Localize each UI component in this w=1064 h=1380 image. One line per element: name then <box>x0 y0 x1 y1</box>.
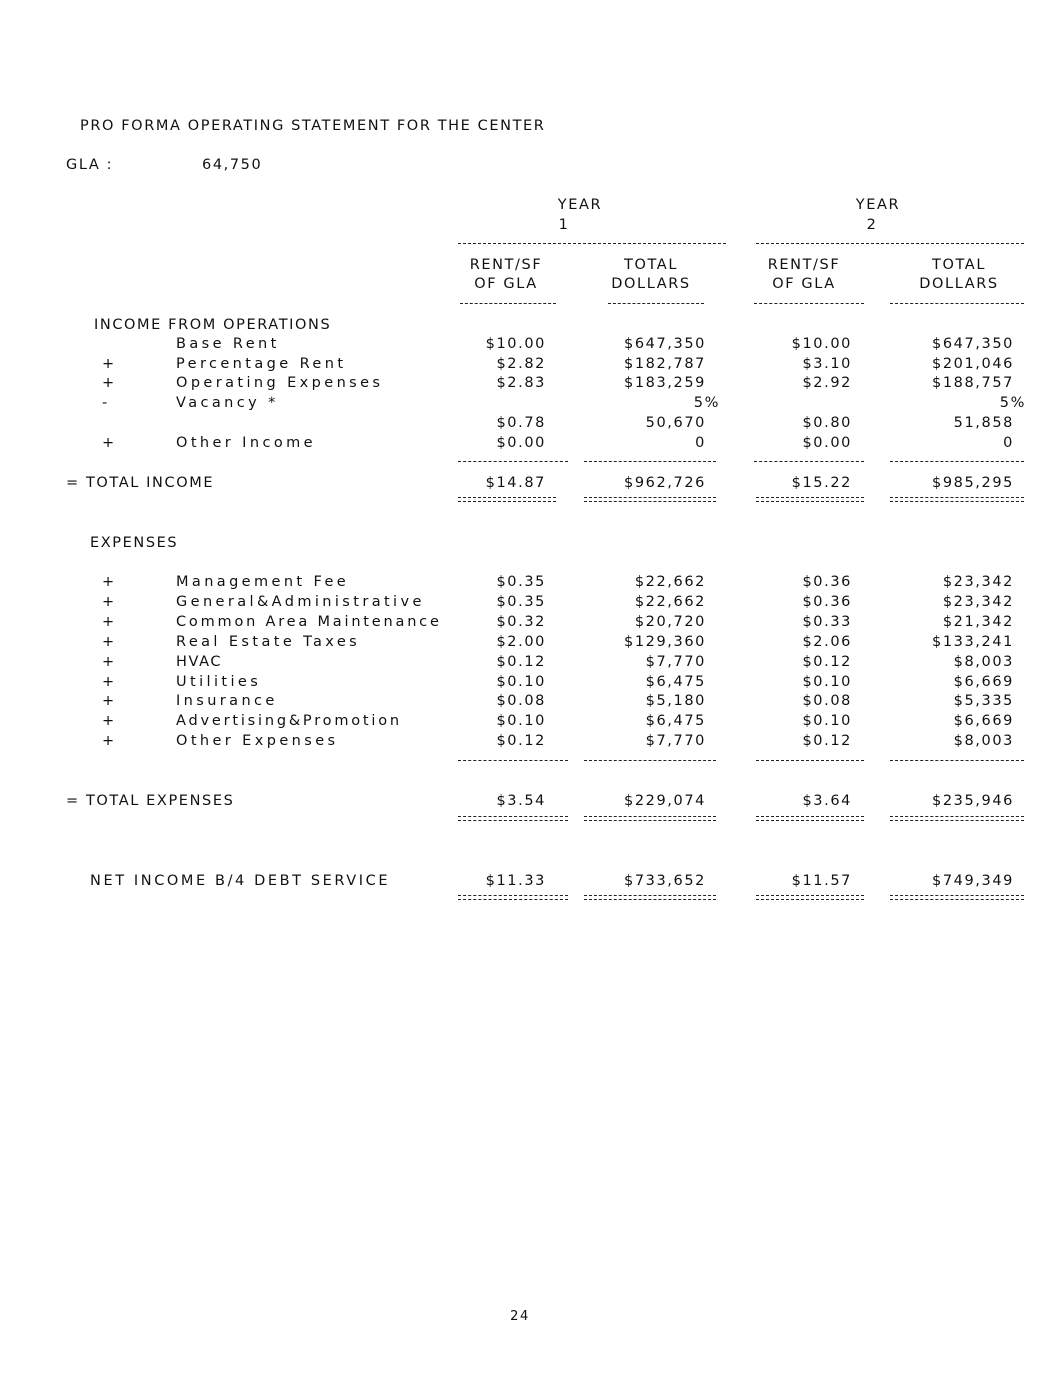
year1-total-value: 50,670 <box>645 415 706 431</box>
year2-rent-sf-value: $0.12 <box>802 733 852 749</box>
year1-rent-sf-value: $0.32 <box>496 614 546 630</box>
total-income-label: = TOTAL INCOME <box>66 475 215 491</box>
double-rule <box>756 816 864 821</box>
year2-span-rule <box>756 243 1024 244</box>
total-expenses-label: = TOTAL EXPENSES <box>66 793 235 809</box>
double-rule <box>584 816 716 821</box>
col-year2-total: TOTAL <box>932 257 986 273</box>
net-income-label: NET INCOME B/4 DEBT SERVICE <box>90 873 391 889</box>
year1-total-value: $5,180 <box>645 693 706 709</box>
gla-label: GLA : <box>66 157 114 173</box>
year2-total-value: 5% <box>999 395 1026 411</box>
year2-total-value: $188,757 <box>932 375 1014 391</box>
year2-rent-sf-value: $0.80 <box>802 415 852 431</box>
expenses-section-header: EXPENSES <box>90 535 179 551</box>
year2-rent-sf-value: $0.36 <box>802 574 852 590</box>
double-rule <box>458 895 568 900</box>
year2-rent-sf-value: $0.36 <box>802 594 852 610</box>
year1-total-value: $7,770 <box>645 654 706 670</box>
year2-rent-sf-value: $0.08 <box>802 693 852 709</box>
row-operator: + <box>102 654 115 670</box>
double-rule <box>584 497 716 502</box>
year2-total-value: $21,342 <box>942 614 1014 630</box>
header-rule <box>460 303 556 304</box>
year1-total-value: $22,662 <box>634 574 706 590</box>
row-operator: + <box>102 356 115 372</box>
col-year2-of-gla: OF GLA <box>772 276 836 292</box>
subtotal-rule <box>756 760 864 761</box>
year1-rent-sf-value: $0.12 <box>496 733 546 749</box>
gla-value: 64,750 <box>202 157 263 173</box>
year2-total-value: $23,342 <box>942 594 1014 610</box>
year2-rent-sf-value: $2.06 <box>802 634 852 650</box>
year2-total-value: $985,295 <box>932 475 1014 491</box>
year2-number: 2 <box>866 217 878 233</box>
year2-total-value: $749,349 <box>932 873 1014 889</box>
row-label: Insurance <box>176 693 278 709</box>
row-operator: + <box>102 435 115 451</box>
subtotal-rule <box>584 461 716 462</box>
year2-total-value: $8,003 <box>953 654 1014 670</box>
row-operator: + <box>102 733 115 749</box>
year2-total-value: $6,669 <box>953 713 1014 729</box>
double-rule <box>584 895 716 900</box>
row-operator: + <box>102 693 115 709</box>
double-rule <box>890 816 1024 821</box>
page-title: PRO FORMA OPERATING STATEMENT FOR THE CENTER <box>80 118 546 134</box>
row-label: Percentage Rent <box>176 356 347 372</box>
year2-total-value: $133,241 <box>932 634 1014 650</box>
year1-total-value: $129,360 <box>624 634 706 650</box>
year2-total-value: $5,335 <box>953 693 1014 709</box>
subtotal-rule <box>458 760 568 761</box>
subtotal-rule <box>458 461 568 462</box>
subtotal-rule <box>584 760 716 761</box>
year2-rent-sf-value: $0.10 <box>802 713 852 729</box>
double-rule <box>890 497 1024 502</box>
year1-rent-sf-value: $0.35 <box>496 594 546 610</box>
year1-rent-sf-value: $2.83 <box>496 375 546 391</box>
year1-total-value: $6,475 <box>645 713 706 729</box>
row-label: HVAC <box>176 654 223 670</box>
row-label: Operating Expenses <box>176 375 384 391</box>
double-rule <box>756 895 864 900</box>
year1-rent-sf-value: $0.78 <box>496 415 546 431</box>
subtotal-rule <box>890 760 1024 761</box>
year2-rent-sf-value: $15.22 <box>791 475 852 491</box>
year1-rent-sf-value: $0.35 <box>496 574 546 590</box>
row-label: Advertising&Promotion <box>176 713 402 729</box>
year1-rent-sf-value: $0.08 <box>496 693 546 709</box>
year2-label: YEAR <box>855 197 901 213</box>
year2-rent-sf-value: $10.00 <box>791 336 852 352</box>
year1-number: 1 <box>558 217 570 233</box>
year1-rent-sf-value: $2.00 <box>496 634 546 650</box>
year1-rent-sf-value: $0.12 <box>496 654 546 670</box>
year1-span-rule <box>458 243 726 244</box>
year2-total-value: $235,946 <box>932 793 1014 809</box>
subtotal-rule <box>890 461 1024 462</box>
year2-total-value: $8,003 <box>953 733 1014 749</box>
row-operator: - <box>102 395 108 411</box>
year1-total-value: $182,787 <box>624 356 706 372</box>
row-label: Other Income <box>176 435 316 451</box>
income-section-header: INCOME FROM OPERATIONS <box>94 317 332 333</box>
row-operator: + <box>102 594 115 610</box>
row-operator: + <box>102 713 115 729</box>
year1-total-value: $962,726 <box>624 475 706 491</box>
col-year1-of-gla: OF GLA <box>474 276 538 292</box>
row-operator: + <box>102 574 115 590</box>
row-label: Management Fee <box>176 574 350 590</box>
col-year2-rent-sf: RENT/SF <box>767 257 841 273</box>
year1-rent-sf-value: $0.00 <box>496 435 546 451</box>
double-rule <box>458 816 568 821</box>
header-rule <box>608 303 704 304</box>
year1-total-value: $733,652 <box>624 873 706 889</box>
subtotal-rule <box>754 461 864 462</box>
year1-total-value: 5% <box>693 395 720 411</box>
col-year1-total: TOTAL <box>624 257 678 273</box>
year2-total-value: 51,858 <box>953 415 1014 431</box>
year2-total-value: $647,350 <box>932 336 1014 352</box>
year2-rent-sf-value: $3.10 <box>802 356 852 372</box>
year1-total-value: $6,475 <box>645 674 706 690</box>
row-label: General&Administrative <box>176 594 425 610</box>
year1-rent-sf-value: $11.33 <box>485 873 546 889</box>
year1-label: YEAR <box>557 197 603 213</box>
row-label: Real Estate Taxes <box>176 634 361 650</box>
year1-rent-sf-value: $0.10 <box>496 713 546 729</box>
year1-total-value: $7,770 <box>645 733 706 749</box>
year2-total-value: $23,342 <box>942 574 1014 590</box>
year2-rent-sf-value: $0.00 <box>802 435 852 451</box>
row-operator: + <box>102 634 115 650</box>
year1-rent-sf-value: $10.00 <box>485 336 546 352</box>
year2-rent-sf-value: $0.10 <box>802 674 852 690</box>
year1-rent-sf-value: $0.10 <box>496 674 546 690</box>
year2-total-value: 0 <box>1003 435 1014 451</box>
header-rule <box>754 303 864 304</box>
year1-total-value: 0 <box>695 435 706 451</box>
row-operator: + <box>102 375 115 391</box>
double-rule <box>756 497 864 502</box>
page-number: 24 <box>510 1309 530 1324</box>
double-rule <box>890 895 1024 900</box>
year2-rent-sf-value: $0.12 <box>802 654 852 670</box>
year1-total-value: $183,259 <box>624 375 706 391</box>
year1-total-value: $20,720 <box>634 614 706 630</box>
row-label: Other Expenses <box>176 733 339 749</box>
row-label: Base Rent <box>176 336 280 352</box>
row-label: Vacancy * <box>176 395 279 411</box>
row-operator: + <box>102 674 115 690</box>
year2-total-value: $6,669 <box>953 674 1014 690</box>
header-rule <box>890 303 1024 304</box>
year1-total-value: $22,662 <box>634 594 706 610</box>
row-operator: + <box>102 614 115 630</box>
col-year1-dollars: DOLLARS <box>611 276 691 292</box>
year1-rent-sf-value: $2.82 <box>496 356 546 372</box>
double-rule <box>458 497 556 502</box>
row-label: Common Area Maintenance <box>176 614 442 630</box>
year1-rent-sf-value: $14.87 <box>485 475 546 491</box>
year2-total-value: $201,046 <box>932 356 1014 372</box>
col-year1-rent-sf: RENT/SF <box>469 257 543 273</box>
year1-rent-sf-value: $3.54 <box>496 793 546 809</box>
year1-total-value: $229,074 <box>624 793 706 809</box>
year2-rent-sf-value: $11.57 <box>791 873 852 889</box>
year2-rent-sf-value: $3.64 <box>802 793 852 809</box>
year2-rent-sf-value: $2.92 <box>802 375 852 391</box>
year1-total-value: $647,350 <box>624 336 706 352</box>
row-label: Utilities <box>176 674 262 690</box>
col-year2-dollars: DOLLARS <box>919 276 999 292</box>
year2-rent-sf-value: $0.33 <box>802 614 852 630</box>
